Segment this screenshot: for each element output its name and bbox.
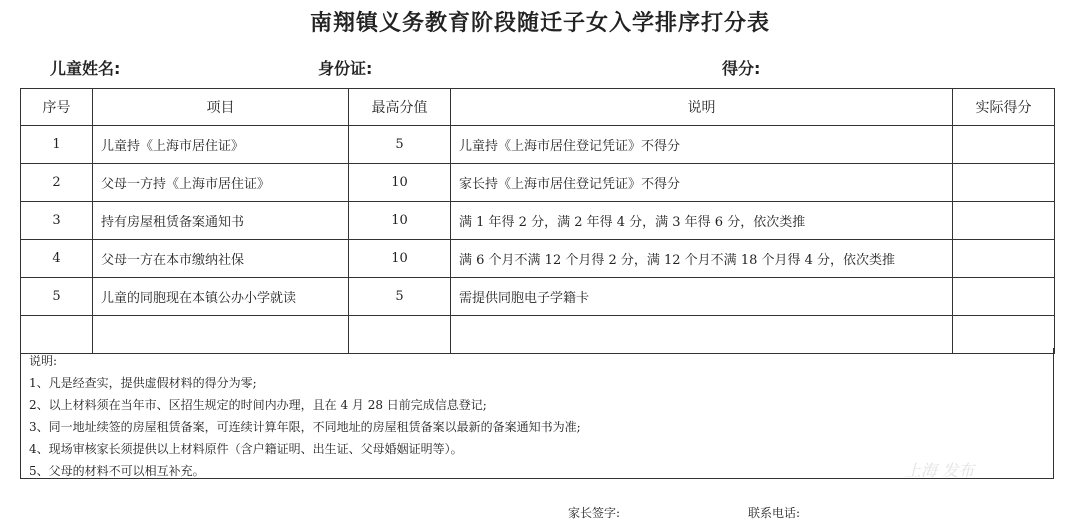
row-no: 4 — [21, 240, 93, 278]
watermark: 上海 发布 — [905, 461, 975, 480]
note-line: 2、以上材料须在当年市、区招生规定的时间内办理，且在 4 月 28 日前完成信息登记; — [29, 398, 487, 412]
child-name-label: 儿童姓名: — [50, 59, 121, 78]
note-line: 3、同一地址续签的房屋租赁备案，可连续计算年限，不同地址的房屋租赁备案以最新的备案通知书为准; — [29, 420, 581, 434]
row-no: 5 — [21, 278, 93, 316]
notes-box — [20, 348, 1054, 479]
row-max-score: 5 — [349, 126, 451, 164]
note-line: 4、现场审核家长须提供以上材料原件（含户籍证明、出生证、父母婚姻证明等）。 — [29, 442, 463, 456]
row-item: 父母一方持《上海市居住证》 — [93, 164, 349, 202]
row-max-score: 10 — [349, 240, 451, 278]
row-description: 满 1 年得 2 分，满 2 年得 4 分，满 3 年得 6 分，依次类推 — [451, 202, 953, 240]
table-row — [21, 202, 1055, 240]
table-row — [21, 240, 1055, 278]
row-item: 儿童的同胞现在本镇公办小学就读 — [93, 278, 349, 316]
header-actual-score: 实际得分 — [953, 89, 1055, 126]
row-max-score: 5 — [349, 278, 451, 316]
table-row — [21, 164, 1055, 202]
row-item: 父母一方在本市缴纳社保 — [93, 240, 349, 278]
row-description: 家长持《上海市居住登记凭证》不得分 — [451, 164, 953, 202]
notes-heading: 说明: — [29, 354, 58, 368]
parent-signature-label: 家长签字: — [568, 506, 621, 520]
row-description: 需提供同胞电子学籍卡 — [451, 278, 953, 316]
score-label: 得分: — [722, 59, 761, 78]
header-item: 项目 — [93, 89, 349, 126]
table-row — [21, 126, 1055, 164]
row-max-score: 10 — [349, 202, 451, 240]
row-item: 儿童持《上海市居住证》 — [93, 126, 349, 164]
scoring-table — [20, 88, 1055, 354]
row-no: 3 — [21, 202, 93, 240]
page-title: 南翔镇义务教育阶段随迁子女入学排序打分表 — [309, 11, 770, 36]
header-no: 序号 — [21, 89, 93, 126]
row-actual-score[interactable] — [953, 202, 1055, 240]
header-max-score: 最高分值 — [349, 89, 451, 126]
row-max-score: 10 — [349, 164, 451, 202]
row-actual-score[interactable] — [953, 164, 1055, 202]
table-row — [21, 278, 1055, 316]
id-card-label: 身份证: — [318, 59, 373, 78]
row-actual-score[interactable] — [953, 126, 1055, 164]
row-description: 儿童持《上海市居住登记凭证》不得分 — [451, 126, 953, 164]
row-description: 满 6 个月不满 12 个月得 2 分，满 12 个月不满 18 个月得 4 分，依次类推 — [451, 240, 953, 278]
note-line: 5、父母的材料不可以相互补充。 — [29, 464, 205, 478]
row-item: 持有房屋租赁备案通知书 — [93, 202, 349, 240]
row-actual-score[interactable] — [953, 278, 1055, 316]
header-description: 说明 — [451, 89, 953, 126]
table-header-row — [21, 89, 1055, 126]
note-line: 1、凡是经查实，提供虚假材料的得分为零; — [29, 376, 257, 390]
row-no: 2 — [21, 164, 93, 202]
row-actual-score[interactable] — [953, 240, 1055, 278]
contact-phone-label: 联系电话: — [748, 506, 801, 520]
row-no: 1 — [21, 126, 93, 164]
